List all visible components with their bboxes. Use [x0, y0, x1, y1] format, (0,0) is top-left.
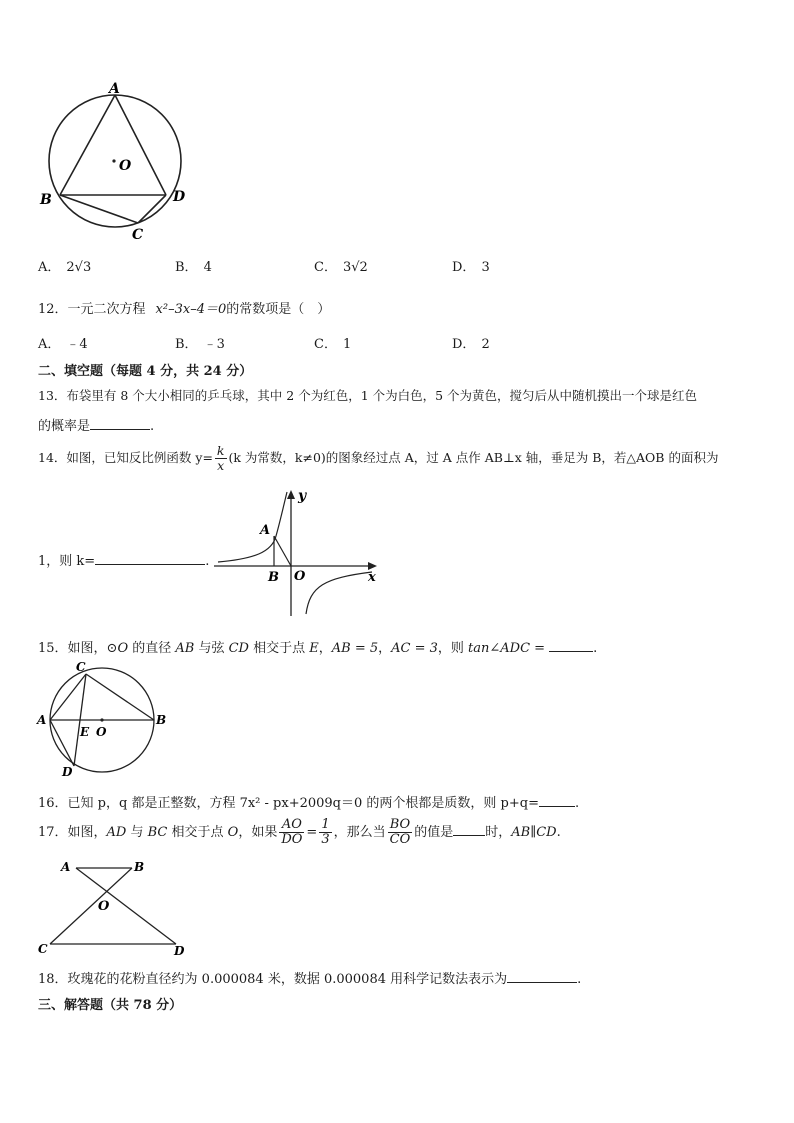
q14-label-y: y [298, 488, 307, 504]
q17-label-d: D [174, 944, 185, 958]
q15-label-a: A [37, 713, 47, 727]
section-3-title: 三、解答题（共 78 分） [38, 998, 183, 1013]
q18-stem: 18．玫瑰花的花粉直径约为 0.000084 米，数据 0.000084 用科学记数法表示为 . [38, 972, 582, 987]
q14-label-b: B [268, 570, 279, 585]
q17-label-b: B [134, 860, 145, 874]
q16-stem: 16．已知 p，q 都是正整数，方程 7x² - px+2009q＝0 的两个根都是质数，则 p+q= . [38, 796, 580, 811]
q14-stem: 14．如图，已知反比例函数 y= $\frac{k}{x}$ (k 为常数，k≠0)的图象经过点 A，过 A 点作 AB⊥x 轴，垂足为 B，若△AOB 的面积为 [38, 443, 719, 473]
q18-answer-blank[interactable] [507, 970, 577, 983]
q14-answer-blank[interactable] [95, 552, 205, 565]
q13-line2: 的概率是 . [38, 419, 155, 434]
q13-answer-blank[interactable] [90, 417, 150, 430]
q15-figure [34, 660, 174, 780]
q11-label-c: C [132, 227, 144, 243]
q14-label-a: A [260, 523, 271, 538]
q11-option-c: C． 3√2 [314, 260, 368, 275]
q15-label-d: D [62, 765, 73, 779]
q13-line1: 13．布袋里有 8 个大小相同的乒乓球，其中 2 个为红色，1 个为白色，5 个为黄色，搅匀后从中随机摸出一个球是红色 [38, 388, 698, 403]
q15-answer-blank[interactable] [549, 639, 593, 652]
q11-option-d: D． 3 [452, 260, 490, 275]
q14-line2: 1，则 k= . [38, 554, 210, 569]
q11-option-b: B． 4 [175, 260, 212, 275]
q14-figure [214, 486, 384, 621]
q12-option-b: B． ﹣3 [175, 337, 225, 352]
q15-label-c: C [76, 660, 86, 674]
q12-option-c: C． 1 [314, 337, 352, 352]
q16-answer-blank[interactable] [539, 794, 575, 807]
q17-answer-blank[interactable] [453, 823, 485, 836]
q17-stem: 17．如图，AD 与 BC 相交于点 O，如果 $\frac{AO}{DO}$ = $\frac{1}{3}$ ，那么当 $\frac{BO}{CO}$ 的值是 时，AB∥CD. [38, 817, 561, 847]
q15-stem: 15．如图，⊙O 的直径 AB 与弦 CD 相交于点 E，AB = 5，AC = 3，则 tan∠ADC = . [38, 641, 598, 656]
q15-label-b: B [156, 713, 167, 727]
q11-label-o: O [119, 158, 132, 174]
q15-label-o: O [96, 725, 107, 739]
q11-label-a: A [109, 81, 120, 97]
q17-label-c: C [38, 942, 48, 956]
q12-stem: 12．一元二次方程 x²–3x–4＝0的常数项是（ ） [38, 302, 331, 317]
q14-label-o: O [294, 569, 306, 584]
q17-label-a: A [61, 860, 71, 874]
q17-figure [34, 856, 194, 961]
section-2-title: 二、填空题（每题 4 分，共 24 分） [38, 364, 253, 379]
q11-figure [38, 78, 198, 243]
q17-label-o: O [98, 899, 110, 914]
q14-label-x: x [368, 570, 376, 585]
q12-option-d: D． 2 [452, 337, 490, 352]
q15-label-e: E [80, 725, 90, 739]
q12-option-a: A． ﹣4 [38, 337, 88, 352]
q11-label-d: D [173, 189, 186, 205]
q11-label-b: B [40, 192, 52, 208]
q11-option-a: A． 2√3 [38, 260, 92, 275]
